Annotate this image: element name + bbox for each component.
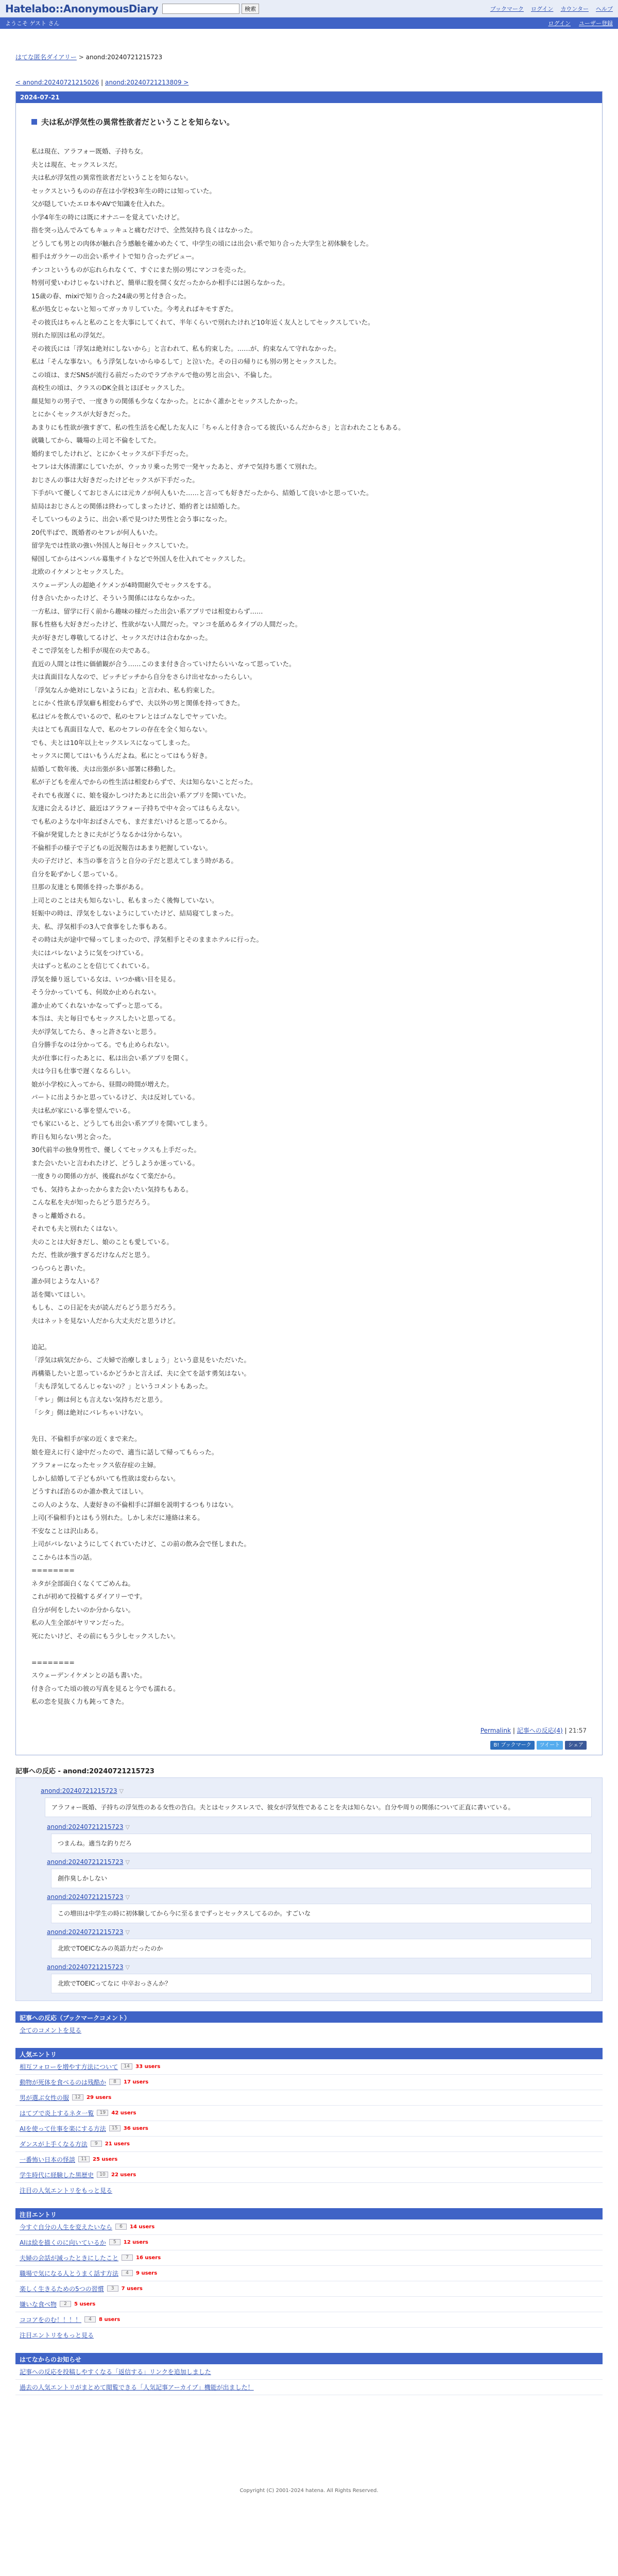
expand-triangle-icon[interactable]: ▽	[125, 1858, 130, 1866]
block-more	[15, 2328, 603, 2343]
entry-line: 「浮気なんか絶対にしないようにね」と言われ、私も約束した。	[31, 686, 219, 694]
footer-separator: |	[512, 1726, 517, 1734]
bookmark-users-count[interactable]: 21 users	[105, 2141, 130, 2147]
block-entry	[15, 2266, 603, 2281]
comment-count-badge: 5	[109, 2239, 121, 2245]
block-entry	[15, 2364, 603, 2380]
entry-line: 一度きりの関係の方が、後腐れがなくて楽だから。	[31, 1172, 180, 1180]
block-entry-link[interactable]: 学生時代に経験した黒歴史	[20, 2171, 94, 2179]
bookmark-users-count[interactable]: 22 users	[111, 2172, 136, 2178]
search-input[interactable]	[162, 4, 239, 14]
response-link[interactable]: anond:20240721215723	[47, 1893, 124, 1901]
entry-line: 私は「そんな事ない。もう浮気しないからゆるして」と泣いた。その日の帰りにも別の男とセックスした。	[31, 358, 340, 365]
entry-line: 上司(不倫相手)とはもう別れた。しかし未だに連絡は来る。	[31, 1514, 204, 1521]
footer-separator-2: |	[564, 1726, 569, 1734]
entry-line: その時は夫が途中で帰ってしまったので、浮気相手とそのままホテルに行った。	[31, 936, 263, 943]
copyright: Copyright (C) 2001-2024 hatena. All Rights Reserved.	[239, 2487, 379, 2494]
block-entry-link[interactable]: 動物が死体を食べるのは残酷か	[20, 2078, 107, 2086]
entry-line: 留学先では性欲の強い外国人と毎日セックスしていた。	[31, 541, 193, 549]
response-item	[47, 1893, 592, 1923]
block-entry	[15, 2075, 603, 2090]
entry-date: 2024-07-21	[16, 92, 602, 103]
hatena-bookmark-button[interactable]: B! ブックマーク	[490, 1741, 534, 1750]
service-link-counter[interactable]: カウンター	[560, 5, 589, 12]
expand-triangle-icon[interactable]: ▽	[125, 1823, 130, 1831]
response-link[interactable]: anond:20240721215723	[47, 1928, 124, 1936]
block-entry-link[interactable]: 一番怖い日本の怪談	[20, 2156, 76, 2163]
block-more-link[interactable]: 注目エントリをもっと見る	[20, 2331, 94, 2339]
entry-body	[16, 103, 602, 1755]
entry-line: 夫はずっと私のことを信じてくれている。	[31, 962, 153, 970]
expand-triangle-icon[interactable]: ▽	[125, 1963, 130, 1971]
service-link-help[interactable]: ヘルプ	[596, 5, 613, 12]
entry-line: アラフォーになったセックス依存症の主婦。	[31, 1461, 160, 1469]
entry-line: 誰か同じような人いる？	[31, 1277, 102, 1285]
block-more-link[interactable]: 注目の人気エントリをもっと見る	[20, 2187, 113, 2194]
response-head	[47, 1893, 592, 1901]
entry-line: 父が隠していたエロ本やAVで知識を仕入れた。	[31, 200, 169, 208]
comment-count-badge: 4	[122, 2270, 133, 2276]
entry-line: 私は現在、アラフォー既婚、子持ち女。	[31, 147, 147, 155]
block-title: はてなからのお知らせ	[15, 2353, 603, 2364]
entry-line: 高校生の頃は、クラスのDK全員とほぼセックスした。	[31, 384, 188, 392]
bookmark-users-count[interactable]: 25 users	[93, 2156, 118, 2162]
entry-line: でも家にいると、どうしても出会い系アプリを開いてしまう。	[31, 1120, 212, 1127]
entry-line: そしていつものように、出会い系で見つけた男性と会う事になった。	[31, 515, 231, 523]
entry-line: 「サレ」側は何とも言えない気持ちだと思う。	[31, 1395, 167, 1403]
entry-line: 不倫が発覚したときに夫がどうなるかは分からない。	[31, 831, 186, 838]
permalink[interactable]: Permalink	[480, 1726, 511, 1734]
entry-line: でも、気持ちよかったからまた会いたい気持ちもある。	[31, 1185, 193, 1193]
response-text: 北欧でTOEICなみの英語力だったのか	[51, 1939, 592, 1958]
block-more	[15, 2023, 603, 2038]
entry-line: ここからは本当の話。	[31, 1553, 96, 1561]
entry-line: 夫が好きだし尊敬してるけど、セックスだけは合わなかった。	[31, 633, 212, 641]
response-item	[47, 1928, 592, 1958]
breadcrumb	[15, 53, 603, 61]
entry-line: 夫は真面目な人なので、ピッチピッチから自分をさらけ出せなかったらしい。	[31, 673, 256, 681]
pager	[15, 79, 603, 86]
entry-line: 不安なことは沢山ある。	[31, 1527, 102, 1535]
bookmark-users-count[interactable]: 7 users	[121, 2285, 143, 2292]
entry-line: この頃は、まだSNSが流行る前だったのでラブホテルで他の男と出会い、不倫した。	[31, 370, 276, 379]
entry-line: 別れた原因は私の浮気だ。	[31, 331, 109, 339]
entry-line: 付き合いたかったけど、そういう関係にはならなかった。	[31, 594, 199, 602]
response-item	[41, 1787, 592, 1817]
response-text: 北欧でTOEICってなに 中卒おっさんか？	[51, 1974, 592, 1993]
share-buttons	[31, 1737, 587, 1755]
block-entry-link[interactable]: ダンスが上手くなる方法	[20, 2140, 88, 2148]
responses-list	[15, 1777, 603, 2001]
entry-line: 自分勝手なのは分かってる。でも止められない。	[31, 1041, 174, 1048]
block-entry	[15, 2312, 603, 2328]
comment-count-badge: 10	[97, 2172, 108, 2178]
entry-line: どうすれば治るのか誰か教えてほしい。	[31, 1487, 148, 1495]
block-entry	[15, 2297, 603, 2312]
block-entry	[15, 2137, 603, 2152]
entry-line: 夫は今日も仕事で遅くなるらしい。	[31, 1067, 135, 1075]
entry-line: ネタが全部面白くなくてごめんね。	[31, 1579, 135, 1587]
entry-line: 夫、私、浮気相手の3人で食事をした事もある。	[31, 922, 171, 930]
entry-line: 旦那の友達とも関係を持った事がある。	[31, 883, 148, 891]
comment-count-badge: 2	[60, 2301, 71, 2307]
block-entry-link[interactable]: 職場で気になる人とうまく話す方法	[20, 2269, 119, 2277]
entry-line: 夫が仕事に行ったあとに、私は出会い系アプリを開く。	[31, 1054, 192, 1062]
diary-entry	[15, 91, 603, 1755]
entry-line: ========	[31, 1658, 75, 1666]
tweet-button[interactable]: ツイート	[537, 1741, 563, 1750]
block-entry-link[interactable]: 記事への反応を投稿しやすくなる「返信する」リンクを追加しました	[20, 2368, 211, 2376]
pager-prev-link[interactable]: < anond:20240721215026	[15, 79, 99, 86]
comment-count-badge: 12	[72, 2094, 83, 2100]
pager-separator: |	[101, 79, 106, 86]
entry-line: 夫のことは大好きだし、娘のことも愛している。	[31, 1238, 174, 1246]
response-link[interactable]: anond:20240721215723	[47, 1823, 124, 1831]
entry-line: 夫にはバレないように気をつけている。	[31, 948, 148, 957]
breadcrumb-current: anond:20240721215723	[85, 54, 163, 61]
block-entry-link[interactable]: 夫婦の会話が減ったときにしたこと	[20, 2254, 119, 2262]
entry-line: 夫はネットを見ない人だから大丈夫だと思うけど。	[31, 1316, 180, 1325]
bookmark-users-count[interactable]: 9 users	[136, 2270, 158, 2276]
entry-title-text: 夫は私が浮気性の異常性欲者だということを知らない。	[41, 117, 235, 127]
block-title: 人気エントリ	[15, 2048, 603, 2059]
block-more-link[interactable]: 全てのコメントを見る	[20, 2026, 82, 2034]
block-entry	[15, 2152, 603, 2167]
entry-line: 相手はガラケーの出会い系サイトで知り合ったデビュー。	[31, 252, 198, 260]
entry-line: 結局はおじさんとの関係は終わってしまったけど、婚約者とは結婚した。	[31, 502, 244, 510]
entry-time: 21:57	[569, 1726, 587, 1734]
entry-line: 不倫相手の様子で子どもの近況報告はあまり把握していない。	[31, 843, 212, 852]
entry-line: 自分が何をしたいのか分からない。	[31, 1605, 135, 1614]
main-content	[15, 53, 603, 2514]
entry-title	[31, 116, 587, 127]
entry-line: 本当は、夫と毎日でもセックスしたいと思ってる。	[31, 1014, 180, 1022]
response-item	[47, 1858, 592, 1888]
entry-line: 上司とのことは夫も知らないし、私もまったく後悔していない。	[31, 896, 218, 904]
entry-line: 帰国してからはペンパル募集サイトなどで外国人を仕入れてセックスした。	[31, 554, 250, 563]
entry-line: でも、夫とは10年以上セックスレスになってしまった。	[31, 738, 194, 747]
comment-count-badge: 15	[109, 2125, 121, 2131]
login-link[interactable]: ログイン	[548, 20, 571, 27]
info-block	[15, 2208, 603, 2343]
expand-triangle-icon[interactable]: ▽	[125, 1928, 130, 1936]
entry-line: そう分かっていても、何故か止められない。	[31, 988, 161, 996]
entry-line	[31, 1642, 587, 1656]
entry-line: 妊娠中の時は、浮気をしないようにしていたけど、結局寝てしまった。	[31, 909, 238, 917]
block-entry-link[interactable]: AIを使って仕事を楽にする方法	[20, 2125, 106, 2132]
entry-line: 小学4年生の時には既にオナニーを覚えていたけど。	[31, 213, 183, 221]
bookmark-users-count[interactable]: 16 users	[136, 2255, 161, 2261]
block-entry	[15, 2121, 603, 2137]
expand-triangle-icon[interactable]: ▽	[125, 1893, 130, 1901]
related-blocks	[15, 2011, 603, 2395]
comment-count-badge: 9	[91, 2141, 102, 2147]
entry-line: 「浮気は病気だから、ご夫婦で治療しましょう」という意見をいただいた。	[31, 1356, 251, 1364]
entry-line: 夫は私が家にいる事を望んでいる。	[31, 1106, 135, 1114]
user-links	[548, 19, 613, 27]
entry-line: 夫はとても真面目な人で、私のセフレの存在を全く知らない。	[31, 725, 212, 733]
entry-line: セックスというものの存在は小学校3年生の時には知っていた。	[31, 187, 216, 195]
response-link[interactable]: anond:20240721215723	[47, 1858, 124, 1866]
entry-footer	[31, 1726, 587, 1737]
entry-line: きっと離婚される。	[31, 1211, 90, 1219]
response-head	[47, 1858, 592, 1866]
entry-line: 先日、不倫相手が家の近くまで来た。	[31, 1435, 141, 1443]
bookmark-users-count[interactable]: 33 users	[135, 2063, 161, 2070]
entry-line: この人のような、人妻好きの不倫相手に詳細を説明するつもりはない。	[31, 1500, 237, 1509]
response-head	[41, 1787, 592, 1794]
entry-line: 自分を恥ずかしく思っている。	[31, 870, 122, 878]
entry-line: 下手がいて優しくておじさんには元カノが何人もいた……と言っても好きだったから、結婚して良いかと思っていた。	[31, 489, 373, 497]
response-link[interactable]: anond:20240721215723	[41, 1787, 117, 1794]
entry-line: チンコというものが忘れられなくて、すぐにまた別の男にマンコを売った。	[31, 265, 250, 274]
block-entry-link[interactable]: 男が選ぶ女性の服	[20, 2094, 70, 2102]
entry-line: あまりにも性欲が強すぎて、私の性生活を心配した友人に「ちゃんと付き合ってる彼氏いるんだからさ」と言われたこともある。	[31, 423, 405, 431]
entry-line: 追記。	[31, 1343, 51, 1351]
bookmark-users-count[interactable]: 29 users	[87, 2094, 112, 2100]
entry-line: 顔見知りの男子で、一度きりの関係も少なくなかった。とにかく誰かとセックスしたかった。	[31, 397, 302, 405]
entry-line: おじさんの事は大好きだったけどセックスが下手だった。	[31, 476, 199, 484]
entry-line: 夫とは現在、セックスレスだ。	[31, 160, 122, 168]
entry-line: スウェーデン人の超絶イケメンが4時間耐久でセックスをする。	[31, 581, 215, 589]
entry-line: 私の恋を見抜く力も鈍ってきた。	[31, 1698, 128, 1705]
entry-line: でも私のような中年おばさんでも、まだまだいけると思ってるから。	[31, 817, 231, 825]
entry-line: どうしても男との肉体が触れ合う感触を確かめたくて、中学生の頃には出会い系で知り合った大学生と初体験をした。	[31, 239, 373, 247]
entry-line: 私はピルを飲んでいるので、私のセフレとはゴムなしでヤッていた。	[31, 712, 231, 720]
entry-line: また会いたいと言われたけど、どうしようか迷っている。	[31, 1159, 199, 1167]
entry-line: 夫の子だけど、本当の事を言うと自分の子だと思えてしまう時がある。	[31, 857, 238, 865]
block-entry-link[interactable]: 過去の人気エントリがまとめて閲覧できる「人気記事アーカイブ」機能が出ました！	[20, 2383, 254, 2391]
block-entry-link[interactable]: 今すぐ自分の人生を変えたいなら	[20, 2223, 113, 2231]
block-entry	[15, 2106, 603, 2121]
entry-line: 娘が小学校に入ってから、昼間の時間が増えた。	[31, 1080, 174, 1088]
entry-text	[31, 145, 587, 1708]
entry-line: それでも夫と別れたくはない。	[31, 1225, 122, 1232]
entry-line: そこで浮気をした相手が現在の夫である。	[31, 647, 154, 654]
entry-line: こんな私を夫が知ったらどう思うだろう。	[31, 1198, 154, 1206]
comment-count-badge: 11	[78, 2156, 90, 2162]
comment-count-badge: 4	[84, 2316, 96, 2323]
entry-line: 私の人生全部がヤリマンだった。	[31, 1619, 128, 1626]
entry-line: その彼氏には「浮気は絶対にしないから」と言われて、私も約束した。……が、約束なんて守れなかった。	[31, 344, 340, 352]
entry-line	[31, 1327, 587, 1341]
expand-triangle-icon[interactable]: ▽	[119, 1787, 124, 1794]
entry-line: スウェーデンイケメンとの話も書いた。	[31, 1671, 146, 1679]
facebook-share-button[interactable]: シェア	[565, 1741, 587, 1750]
entry-line: セフレは大体清潔にしていたが、ウッカリ乗った男で一発ヤッたあと、ガチで気持ち悪くて別れた。	[31, 463, 321, 470]
entry-line: もしも、この日記を夫が読んだらどう思うだろう。	[31, 1303, 180, 1311]
entry-line: 私が処女じゃないと知ってガッカリしていた。今考えればキモすぎた。	[31, 305, 237, 313]
entry-line: 15歳の春、mixiで知り合った24歳の男と付き合った。	[31, 292, 191, 300]
block-entry	[15, 2250, 603, 2266]
title-square-icon	[31, 119, 37, 125]
block-title: 記事への反応（ブックマークコメント）	[15, 2011, 603, 2023]
info-block	[15, 2011, 603, 2038]
entry-line: 誰か止めてくれないかなってずっと思ってる。	[31, 1001, 166, 1009]
entry-line: これが初めて投稿するダイアリーです。	[31, 1592, 146, 1600]
block-entry-link[interactable]: 嫌いな食べ物	[20, 2300, 57, 2308]
register-link[interactable]: ユーザー登録	[579, 20, 613, 27]
entry-line: 娘を迎えに行く途中だったので、適当に話して帰ってもらった。	[31, 1448, 218, 1456]
entry-line: つらつらと書いた。	[31, 1264, 90, 1272]
entry-line: 昨日も知らない男と会った。	[31, 1132, 115, 1141]
entry-line: 再構築したいと思っているかどうかと言えば、夫に全てを話す勇気はない。	[31, 1369, 251, 1377]
response-text: 創作臭しかしない	[51, 1869, 592, 1888]
entry-line: 30代前半の独身男性で、優しくてセックスも上手だった。	[31, 1146, 201, 1154]
bookmark-users-count[interactable]: 42 users	[111, 2110, 136, 2116]
bookmark-users-count[interactable]: 8 users	[99, 2316, 121, 2323]
bookmark-users-count[interactable]: 5 users	[74, 2301, 96, 2307]
entry-line: ただ、性欲が強すぎるだけなんだと思う。	[31, 1251, 154, 1259]
entry-line: しかし結婚して子どもがいても性欲は変わらない。	[31, 1474, 180, 1482]
entry-line: とにかく性欲も浮気癖も相変わらずで、夫以外の男と関係を持ってきた。	[31, 699, 244, 707]
bookmark-users-count[interactable]: 17 users	[124, 2079, 149, 2085]
response-item	[47, 1963, 592, 1993]
entry-line: 豚も性格も大好きだったけど、性欲がない人間だった。マンコを舐めるタイプの人間だった。	[31, 620, 302, 628]
info-block	[15, 2048, 603, 2198]
entry-line: 「シタ」側は絶対にバレちゃいけない。	[31, 1409, 147, 1416]
entry-line: ========	[31, 1566, 75, 1574]
entry-line: それでも夜遅くに、娘を寝かしつけたあとに出会い系アプリを開いていた。	[31, 791, 250, 799]
breadcrumb-separator: >	[78, 54, 86, 61]
entry-line: 北欧のイケメンとセックスした。	[31, 568, 128, 575]
block-entry-link[interactable]: はてブで炎上するネタ一覧	[20, 2109, 94, 2117]
block-entry-link[interactable]: AIは絵を描くのに向いているか	[20, 2239, 106, 2246]
entry-line: 20代半ばで、既婚者のセフレが何人もいた。	[31, 528, 162, 536]
entry-line: 話を聞いてほしい。	[31, 1290, 90, 1298]
pager-next-link[interactable]: anond:20240721213809 >	[105, 79, 189, 86]
entry-line: 上司がバレないようにしてくれていたけど、この前の飲み会で怪しまれた。	[31, 1540, 251, 1548]
welcome-text: ようこそ ゲスト さん	[5, 20, 60, 27]
responses-link[interactable]: 記事への反応(4)	[517, 1726, 563, 1734]
search-button[interactable]: 検索	[242, 4, 259, 14]
user-bar	[0, 18, 618, 29]
response-head	[47, 1928, 592, 1936]
global-header	[0, 0, 618, 18]
block-entry	[15, 2219, 603, 2235]
breadcrumb-root-link[interactable]: はてな匿名ダイアリー	[15, 54, 77, 61]
service-link-bookmark[interactable]: ブックマーク	[490, 5, 524, 12]
entry-line: 一方私は、留学に行く前から趣味の様だった出会い系アプリでは相変わらず……	[31, 607, 263, 615]
comment-count-badge: 3	[107, 2285, 118, 2292]
entry-line: 死にたいけど、その前にもう少しセックスしたい。	[31, 1632, 180, 1640]
response-item	[47, 1823, 592, 1853]
block-entry-link[interactable]: ココアをのむ！！！！	[20, 2316, 82, 2324]
response-head	[47, 1963, 592, 1971]
block-entry-link[interactable]: 楽しく生きるための5つの習慣	[20, 2285, 104, 2293]
response-text: この増田は中学生の時に初体験してから今に至るまでずっとセックスしてるのか。すごいな	[51, 1904, 592, 1923]
responses-title: 記事への反応 - anond:20240721215723	[15, 1767, 154, 1775]
comment-count-badge: 8	[109, 2079, 121, 2085]
service-link-login[interactable]: ログイン	[530, 5, 554, 12]
entry-line: とにかくセックスが大好きだった。	[31, 410, 134, 418]
entry-line: パートに出ようかと思っているけど、夫は反対している。	[31, 1093, 199, 1101]
entry-line: 友達に会えるけど、最近はアラフォー子持ちで中々会ってはもらえない。	[31, 804, 244, 812]
entry-line: 付き合ってた頃の彼の写真を見ると今でも濡れる。	[31, 1684, 180, 1692]
block-title: 注目エントリ	[15, 2208, 603, 2219]
entry-line: 直近の人間とは性に価値観が合う……このまま付き合っていけたらいいなって思っていた。	[31, 659, 296, 668]
entry-line: 婚約までしたけれど、とにかくセックスが下手だった。	[31, 449, 193, 457]
comment-count-badge: 6	[115, 2224, 127, 2230]
header-services	[490, 5, 613, 13]
block-entry	[15, 2281, 603, 2297]
block-more	[15, 2183, 603, 2198]
comment-count-badge: 19	[97, 2110, 108, 2116]
entry-line: 夫は私が浮気性の異常性欲者だということを知らない。	[31, 174, 193, 181]
bookmark-users-count[interactable]: 36 users	[123, 2125, 148, 2131]
info-block	[15, 2353, 603, 2395]
entry-line: 私が子どもを産んでからの性生活は相変わらずで、夫は知らないことだった。	[31, 778, 257, 786]
block-entry	[15, 2059, 603, 2075]
response-link[interactable]: anond:20240721215723	[47, 1963, 124, 1971]
block-entry	[15, 2235, 603, 2250]
response-head	[47, 1823, 592, 1831]
entry-line: その彼氏はちゃんと私のことを大事にしてくれて、半年くらいで別れたけれど10年近く友人としてセックスしていた。	[31, 318, 374, 326]
entry-line: セックスに関してはいもうんだよね。私にとってはもう好き。	[31, 752, 212, 759]
bookmark-users-count[interactable]: 12 users	[123, 2239, 148, 2245]
response-text: つまんね。適当な釣りだろ	[51, 1834, 592, 1853]
block-entry	[15, 2380, 603, 2395]
bookmark-users-count[interactable]: 14 users	[130, 2224, 155, 2230]
comment-count-badge: 14	[121, 2063, 132, 2070]
entry-line: 就職してから、職場の上司と不倫をしてた。	[31, 436, 161, 444]
entry-line: 指を突っ込んでみてもキュッキュと痛むだけで、全然気持ち良くはなかった。	[31, 226, 257, 234]
comment-count-badge: 7	[122, 2255, 133, 2261]
entry-line: 結婚して数年後、夫は出張が多い部署に移動した。	[31, 765, 180, 773]
search-form	[162, 4, 259, 14]
block-entry-link[interactable]: 相互フォローを増やす方法について	[20, 2063, 118, 2071]
response-text: アラフォー既婚、子持ちの浮気性のある女性の告白。夫とはセックスレスで、彼女が浮気性であることを夫は知らない。自分や周りの関係について正直に書いている。	[45, 1798, 592, 1817]
entry-line: 「夫も浮気してるんじゃないの？」というコメントもあった。	[31, 1382, 212, 1390]
entry-line: 夫が浮気してたら、きっと許さないと思う。	[31, 1027, 161, 1036]
entry-line	[31, 1419, 587, 1433]
entry-line: 特別可愛いわけじゃないけれど、簡単に股を開く女だったからか相手には困らなかった。	[31, 279, 289, 286]
site-logo[interactable]: Hatelabo::AnonymousDiary	[5, 2, 159, 15]
block-entry	[15, 2167, 603, 2183]
entry-line: 浮気を繰り返している女は、いつか痛い目を見る。	[31, 975, 180, 983]
block-entry	[15, 2090, 603, 2106]
responses-ul	[26, 1787, 592, 1993]
